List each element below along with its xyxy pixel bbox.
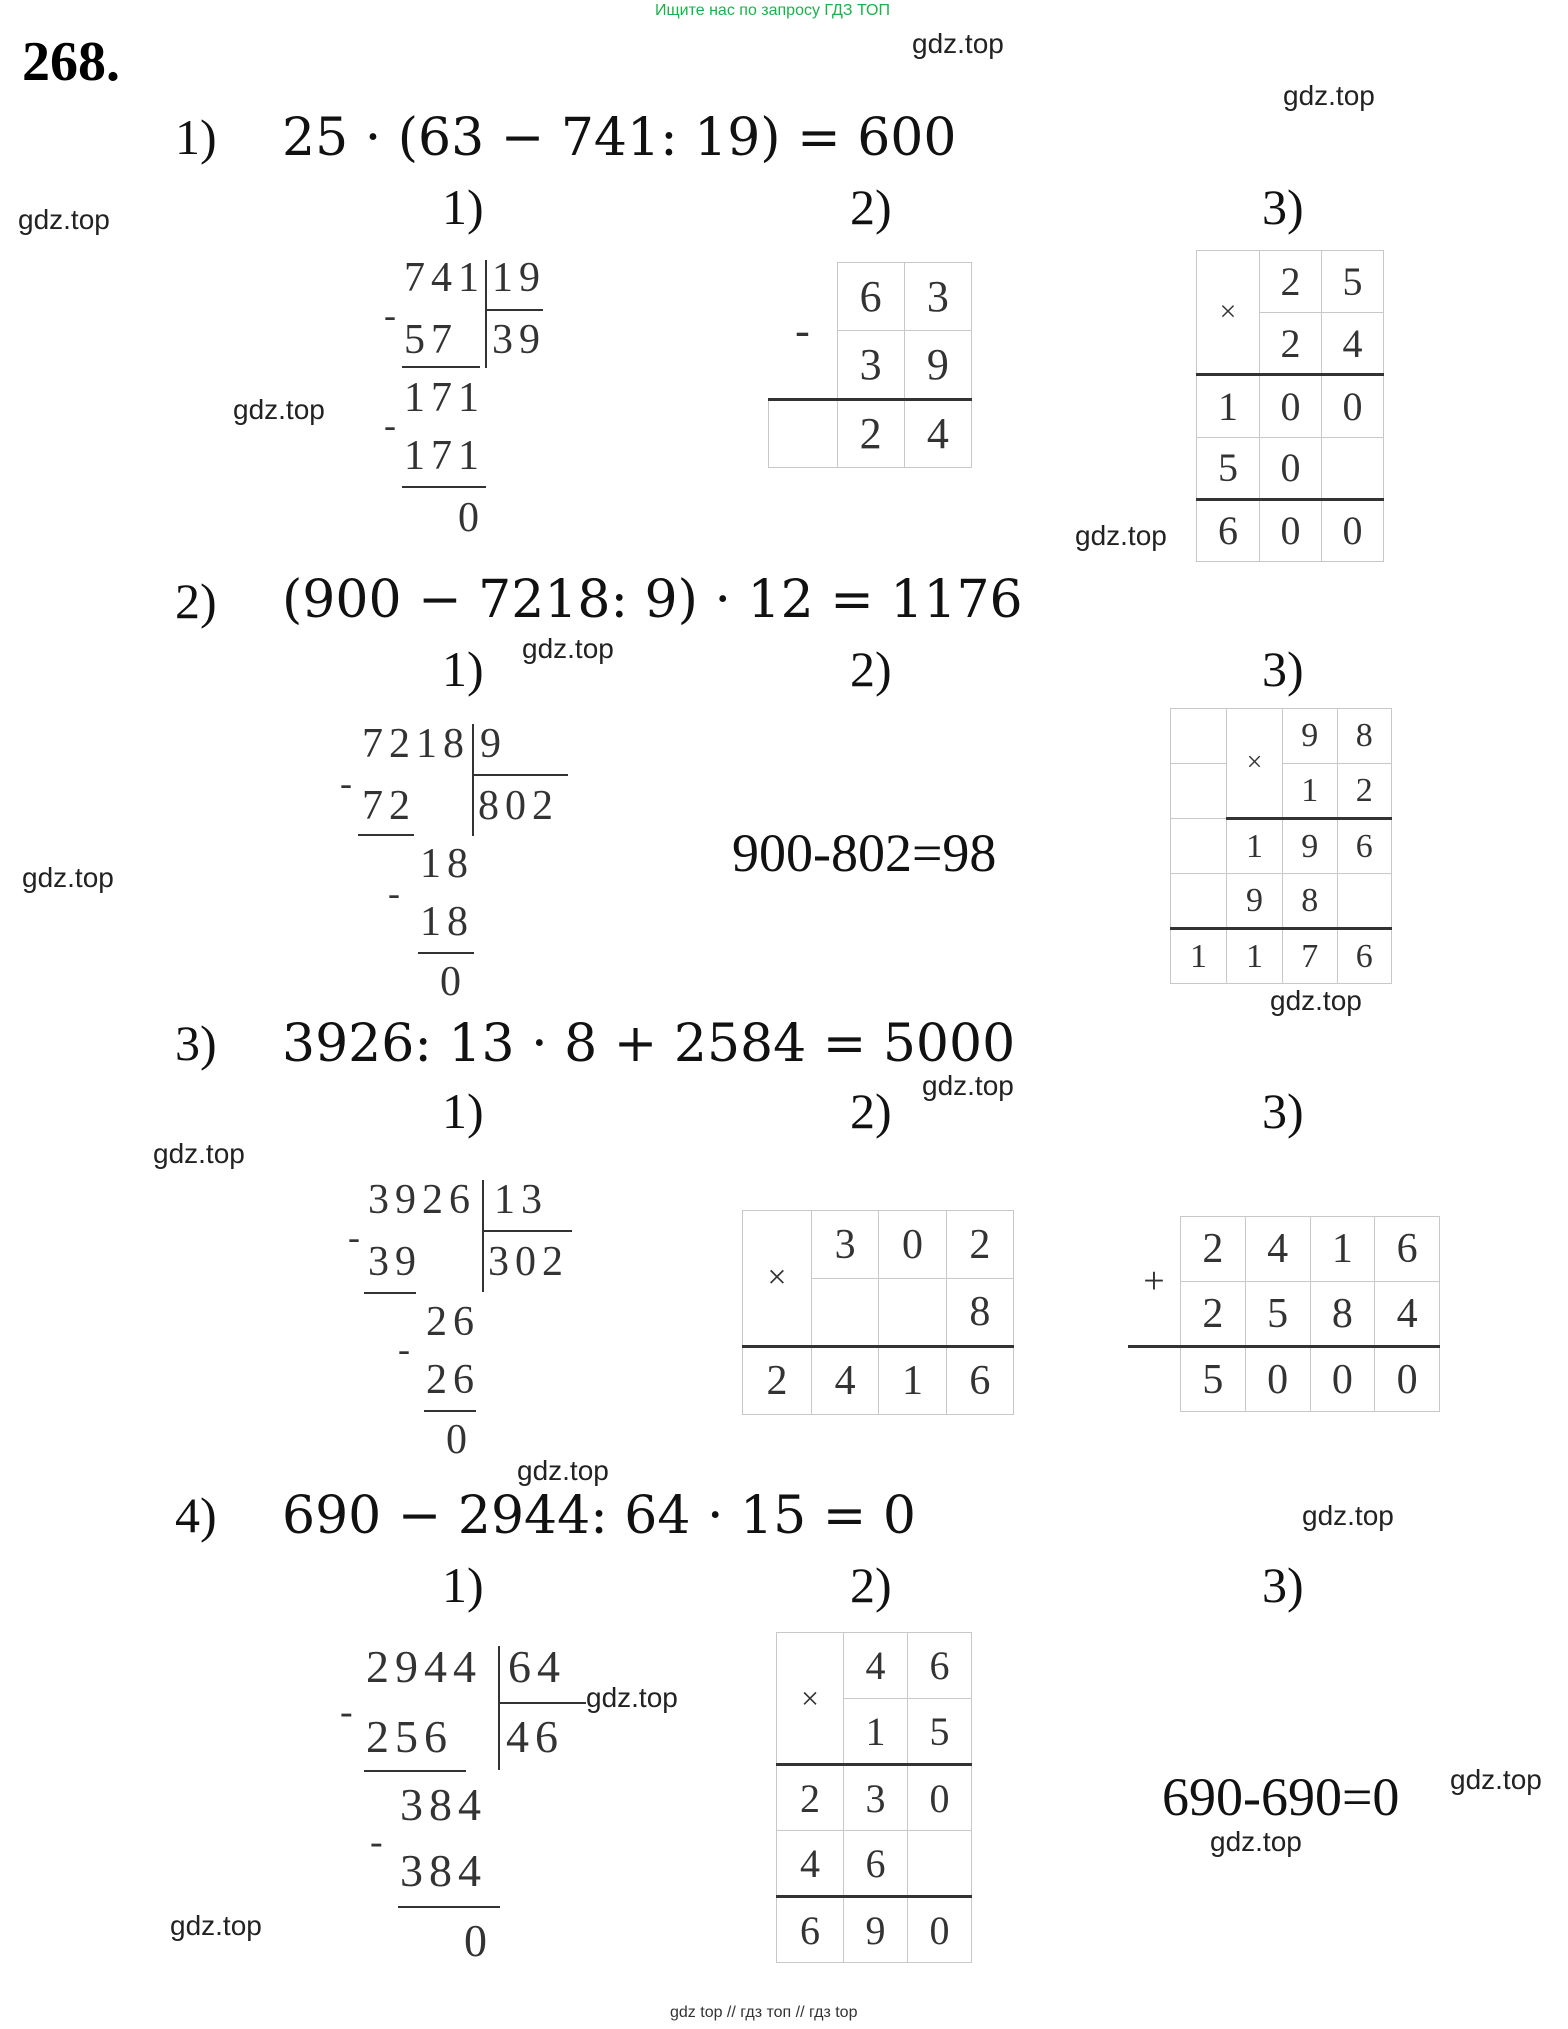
table-cell: 6 xyxy=(777,1897,844,1963)
watermark: gdz.top xyxy=(1302,1500,1394,1531)
table-cell: 0 xyxy=(1260,437,1322,499)
multiplication-table xyxy=(1196,250,1384,562)
table-cell: 2 xyxy=(837,399,904,467)
table-cell: 9 xyxy=(844,1897,908,1963)
table-cell: 1 xyxy=(1283,764,1338,819)
watermark: gdz.top xyxy=(18,204,110,235)
table-cell: 0 xyxy=(1375,1347,1440,1412)
exercise-label: 4) xyxy=(175,1487,217,1543)
table-cell: 0 xyxy=(1245,1347,1310,1412)
equation: 690 − 2944: 64 · 15 = 0 xyxy=(282,1486,916,1546)
division-line: 26 xyxy=(426,1357,480,1403)
table-cell: 3 xyxy=(812,1211,879,1279)
quotient: 802 xyxy=(478,783,559,829)
exercise-label: 1) xyxy=(175,109,217,165)
long-division xyxy=(380,254,560,544)
long-division xyxy=(340,1640,600,1970)
watermark: gdz.top xyxy=(586,1682,678,1713)
quotient: 302 xyxy=(488,1239,569,1285)
times-sign: × xyxy=(1227,709,1283,819)
table-cell xyxy=(1128,1347,1181,1412)
division-line: 384 xyxy=(400,1779,487,1830)
table-cell: 1 xyxy=(1197,375,1260,437)
table-cell: 9 xyxy=(1283,709,1338,764)
minus-sign: - xyxy=(398,1329,416,1369)
watermark: gdz.top xyxy=(922,1070,1014,1101)
divisor: 19 xyxy=(492,255,546,301)
subtraction-table xyxy=(768,262,972,468)
division-line: 26 xyxy=(426,1299,480,1345)
equation: 25 · (63 − 741: 19) = 600 xyxy=(282,108,957,168)
table-cell: 0 xyxy=(1310,1347,1375,1412)
table-cell: 5 xyxy=(1197,437,1260,499)
table-cell: 4 xyxy=(1322,313,1384,375)
division-bar xyxy=(424,1410,476,1412)
table-cell: 2 xyxy=(743,1347,812,1415)
table-cell: 1 xyxy=(1310,1217,1375,1282)
result-text: 690-690=0 xyxy=(1162,1767,1400,1827)
table-cell: 0 xyxy=(1260,499,1322,561)
exercise-label: 2) xyxy=(175,573,217,629)
step-label: 3) xyxy=(1262,641,1304,697)
long-division xyxy=(348,1176,588,1466)
table-cell: 5 xyxy=(908,1699,972,1765)
footer-links[interactable]: gdz top // гдз топ // гдз top xyxy=(670,2004,858,2021)
watermark: gdz.top xyxy=(522,633,614,664)
step-label: 3) xyxy=(1262,179,1304,235)
times-sign: × xyxy=(743,1211,812,1347)
table-cell: 4 xyxy=(777,1831,844,1897)
table-cell: 9 xyxy=(904,331,971,399)
times-sign: × xyxy=(777,1633,844,1765)
multiplication-table xyxy=(742,1210,1014,1415)
table-cell xyxy=(1322,437,1384,499)
table-cell: 4 xyxy=(812,1347,879,1415)
problem-number: 268. xyxy=(22,31,120,93)
division-line: 384 xyxy=(400,1845,487,1896)
table-cell: 6 xyxy=(1337,929,1392,984)
division-line: 18 xyxy=(420,841,474,887)
divisor: 64 xyxy=(508,1641,566,1692)
division-bar xyxy=(402,366,480,368)
table-cell: 5 xyxy=(1181,1347,1246,1412)
table-cell: 0 xyxy=(1322,375,1384,437)
table-cell: 4 xyxy=(1245,1217,1310,1282)
table-cell: 6 xyxy=(837,263,904,331)
table-cell xyxy=(1171,764,1227,819)
divisor: 13 xyxy=(494,1177,548,1223)
division-bar xyxy=(364,1770,466,1772)
minus-sign: - xyxy=(769,263,838,400)
table-cell: 8 xyxy=(1337,709,1392,764)
exercise-label: 3) xyxy=(175,1015,217,1071)
table-cell: 5 xyxy=(1322,251,1384,313)
division-bar xyxy=(472,774,568,776)
table-cell xyxy=(1171,709,1227,764)
table-cell: 3 xyxy=(844,1765,908,1831)
division-bar xyxy=(418,952,474,954)
table-cell: 2 xyxy=(777,1765,844,1831)
table-cell: 7 xyxy=(1283,929,1338,984)
table-cell: 6 xyxy=(844,1831,908,1897)
division-line: 72 xyxy=(362,783,416,829)
table-cell: 5 xyxy=(1245,1282,1310,1347)
table-cell xyxy=(812,1279,879,1347)
division-bar xyxy=(398,1906,500,1908)
step-label: 1) xyxy=(442,641,484,697)
minus-sign: - xyxy=(348,1217,366,1257)
long-division xyxy=(340,720,580,1010)
addition-table xyxy=(1128,1216,1440,1412)
division-bar xyxy=(485,309,543,311)
minus-sign: - xyxy=(388,873,406,913)
table-cell xyxy=(769,399,838,467)
step-label: 2) xyxy=(850,1557,892,1613)
quotient: 46 xyxy=(506,1711,564,1762)
watermark: gdz.top xyxy=(912,28,1004,59)
watermark: gdz.top xyxy=(1450,1764,1542,1795)
table-cell: 2 xyxy=(946,1211,1013,1279)
table-cell: 4 xyxy=(904,399,971,467)
table-cell: 1 xyxy=(1171,929,1227,984)
multiplication-table xyxy=(1170,708,1392,984)
table-cell: 8 xyxy=(1283,874,1338,929)
division-line: 0 xyxy=(446,1417,473,1463)
watermark: gdz.top xyxy=(517,1455,609,1486)
table-cell: 9 xyxy=(1283,819,1338,874)
division-line: 18 xyxy=(420,899,474,945)
table-cell: 1 xyxy=(1227,819,1283,874)
table-cell: 2 xyxy=(1260,313,1322,375)
step-label: 1) xyxy=(442,1083,484,1139)
table-cell: 2 xyxy=(1181,1217,1246,1282)
table-cell xyxy=(908,1831,972,1897)
times-sign: × xyxy=(1197,251,1260,375)
division-bar xyxy=(498,1646,500,1770)
table-cell xyxy=(1337,874,1392,929)
search-hint[interactable]: Ищите нас по запросу ГДЗ ТОП xyxy=(655,2,890,19)
result-text: 900-802=98 xyxy=(732,823,997,883)
minus-sign: - xyxy=(340,1691,359,1733)
table-cell: 0 xyxy=(1260,375,1322,437)
watermark: gdz.top xyxy=(153,1138,245,1169)
minus-sign: - xyxy=(340,763,358,803)
table-cell xyxy=(1171,819,1227,874)
step-label: 3) xyxy=(1262,1557,1304,1613)
multiplication-table xyxy=(776,1632,972,1963)
watermark: gdz.top xyxy=(1210,1826,1302,1857)
equation: 3926: 13 · 8 + 2584 = 5000 xyxy=(282,1014,1016,1074)
table-cell: 6 xyxy=(1337,819,1392,874)
division-bar xyxy=(358,834,414,836)
table-cell xyxy=(879,1279,946,1347)
division-line: 171 xyxy=(404,433,485,479)
table-cell: 1 xyxy=(1227,929,1283,984)
division-bar xyxy=(364,1292,416,1294)
table-cell: 6 xyxy=(1197,499,1260,561)
table-cell: 9 xyxy=(1227,874,1283,929)
table-cell: 0 xyxy=(908,1897,972,1963)
table-cell: 6 xyxy=(946,1347,1013,1415)
watermark: gdz.top xyxy=(1270,985,1362,1016)
step-label: 2) xyxy=(850,641,892,697)
table-cell: 8 xyxy=(1310,1282,1375,1347)
step-label: 1) xyxy=(442,1557,484,1613)
dividend: 741 xyxy=(404,255,485,301)
division-bar xyxy=(485,260,487,368)
table-cell: 0 xyxy=(908,1765,972,1831)
table-cell: 4 xyxy=(1375,1282,1440,1347)
divisor: 9 xyxy=(480,721,507,767)
division-line: 171 xyxy=(404,375,485,421)
table-cell: 3 xyxy=(904,263,971,331)
watermark: gdz.top xyxy=(1283,80,1375,111)
dividend: 3926 xyxy=(368,1177,476,1223)
division-line: 0 xyxy=(464,1915,493,1966)
division-bar xyxy=(402,486,486,488)
table-cell: 4 xyxy=(844,1633,908,1699)
division-bar xyxy=(482,1230,572,1232)
table-cell: 6 xyxy=(908,1633,972,1699)
table-cell: 8 xyxy=(946,1279,1013,1347)
step-label: 2) xyxy=(850,1083,892,1139)
table-cell: 6 xyxy=(1375,1217,1440,1282)
dividend: 7218 xyxy=(362,721,470,767)
division-bar xyxy=(472,724,474,836)
table-cell: 0 xyxy=(1322,499,1384,561)
plus-sign: + xyxy=(1128,1217,1181,1347)
table-cell: 2 xyxy=(1337,764,1392,819)
division-line: 57 xyxy=(404,317,458,363)
dividend: 2944 xyxy=(366,1641,482,1692)
step-label: 2) xyxy=(850,179,892,235)
table-cell: 3 xyxy=(837,331,904,399)
watermark: gdz.top xyxy=(22,862,114,893)
division-line: 0 xyxy=(458,495,485,541)
division-line: 256 xyxy=(366,1711,453,1762)
table-cell: 1 xyxy=(844,1699,908,1765)
table-cell: 1 xyxy=(879,1347,946,1415)
division-bar xyxy=(498,1702,586,1704)
table-cell: 2 xyxy=(1181,1282,1246,1347)
minus-sign: - xyxy=(384,295,402,335)
minus-sign: - xyxy=(370,1821,389,1863)
watermark: gdz.top xyxy=(170,1910,262,1941)
quotient: 39 xyxy=(492,317,546,363)
step-label: 3) xyxy=(1262,1083,1304,1139)
step-label: 1) xyxy=(442,179,484,235)
division-line: 0 xyxy=(440,959,467,1005)
division-line: 39 xyxy=(368,1239,422,1285)
watermark: gdz.top xyxy=(233,394,325,425)
table-cell: 2 xyxy=(1260,251,1322,313)
table-cell: 0 xyxy=(879,1211,946,1279)
minus-sign: - xyxy=(384,405,402,445)
division-bar xyxy=(482,1180,484,1292)
watermark: gdz.top xyxy=(1075,520,1167,551)
equation: (900 − 7218: 9) · 12 = 1176 xyxy=(282,570,1023,630)
table-cell xyxy=(1171,874,1227,929)
